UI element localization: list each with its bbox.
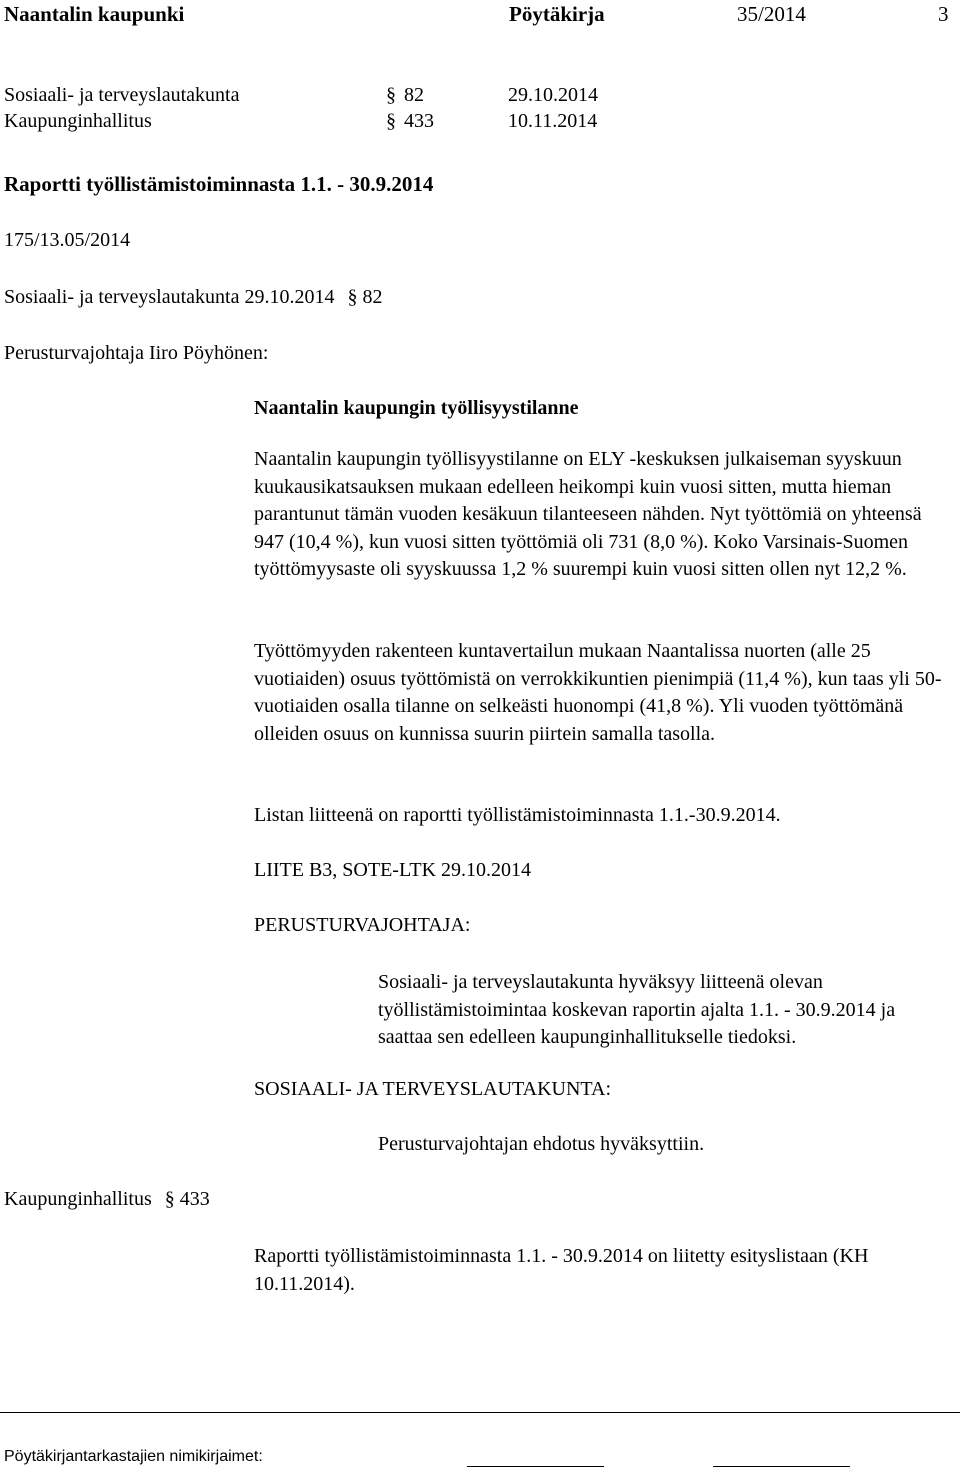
decision-label: SOSIAALI- JA TERVEYSLAUTAKUNTA: <box>254 1078 612 1100</box>
footer-divider <box>0 1412 960 1413</box>
proposal-label: PERUSTURVAJOHTAJA: <box>254 914 471 936</box>
meeting-section: 82 <box>362 286 383 308</box>
handling-section-1: 82 <box>404 84 424 106</box>
meeting-body-date: Sosiaali- ja terveyslautakunta 29.10.2014 <box>4 286 335 308</box>
handling-section-2: 433 <box>404 110 434 132</box>
meeting-2-line <box>4 1188 210 1211</box>
header-issue: 35/2014 <box>737 2 806 26</box>
section-sign-icon: § <box>386 110 396 132</box>
record-number: 175/13.05/2014 <box>4 229 131 251</box>
attachment-ref: LIITE B3, SOTE-LTK 29.10.2014 <box>254 859 532 881</box>
footer-label: Pöytäkirjantarkastajien nimikirjaimet: <box>4 1448 263 1465</box>
proposal-text: Sosiaali- ja terveyslautakunta hyväksyy liitteenä olevan työllistämistoimintaa koskevan raportin ajalta 1.1. - 30.9.2014 ja saattaa sen edelleen kaupunginhallitukselle tiedoksi. <box>378 971 896 1048</box>
handling-date-1: 29.10.2014 <box>508 84 598 106</box>
handling-date-2: 10.11.2014 <box>508 110 598 132</box>
header-page-number: 3 <box>938 2 949 26</box>
meeting-2-text: Raportti työllistämistoiminnasta 1.1. - 30.9.2014 on liitetty esityslistaan (KH 10.11.2014). <box>254 1245 869 1295</box>
paragraph-3: Listan liitteenä on raportti työllistämistoiminnasta 1.1.-30.9.2014. <box>254 804 781 826</box>
meeting-line <box>4 286 382 309</box>
section-sign-icon: § <box>164 1188 175 1210</box>
handling-body-1: Sosiaali- ja terveyslautakunta <box>4 84 240 106</box>
section-sign-icon: § <box>347 286 358 308</box>
meeting-2-section: 433 <box>179 1188 210 1210</box>
presenter: Perusturvajohtaja Iiro Pöyhönen: <box>4 342 269 364</box>
section-sign-icon: § <box>386 84 396 106</box>
handling-body-2: Kaupunginhallitus <box>4 110 152 132</box>
header-doc-type: Pöytäkirja <box>509 2 605 26</box>
paragraph-2: Työttömyyden rakenteen kuntavertailun mukaan Naantalissa nuorten (alle 25 vuotiaiden) osuus työttömistä on verrokkikuntien pienimpiä (11,4 %), kun taas yli 50-vuotiaiden osalla tilanne on selkeästi huonompi (41,8 %). Yli vuoden työttömänä olleiden osuus on kunnissa suurin piirtein samalla tasolla. <box>254 640 942 745</box>
subheading: Naantalin kaupungin työllisyystilanne <box>254 397 579 419</box>
page-title: Raportti työllistämistoiminnasta 1.1. - 30.9.2014 <box>4 172 434 196</box>
paragraph-1: Naantalin kaupungin työllisyystilanne on ELY -keskuksen julkaiseman syyskuun kuukausikatsauksen mukaan edelleen heikompi kuin vuosi sitten, mutta hieman parantunut tämän vuoden kesäkuun tilanteeseen nähden. Nyt työttömiä on yhteensä 947 (10,4 %), kun vuosi sitten työttömiä oli 731 (8,0 %). Koko Varsinais-Suomen työttömyysaste oli syyskuussa 1,2 % suurempi kuin vuosi sitten ollen nyt 12,2 %. <box>254 448 922 580</box>
decision-text: Perusturvajohtajan ehdotus hyväksyttiin. <box>378 1133 705 1155</box>
signature-line <box>467 1466 604 1467</box>
signature-line <box>713 1466 850 1467</box>
meeting-2-body: Kaupunginhallitus <box>4 1188 152 1210</box>
header-org: Naantalin kaupunki <box>4 2 185 26</box>
